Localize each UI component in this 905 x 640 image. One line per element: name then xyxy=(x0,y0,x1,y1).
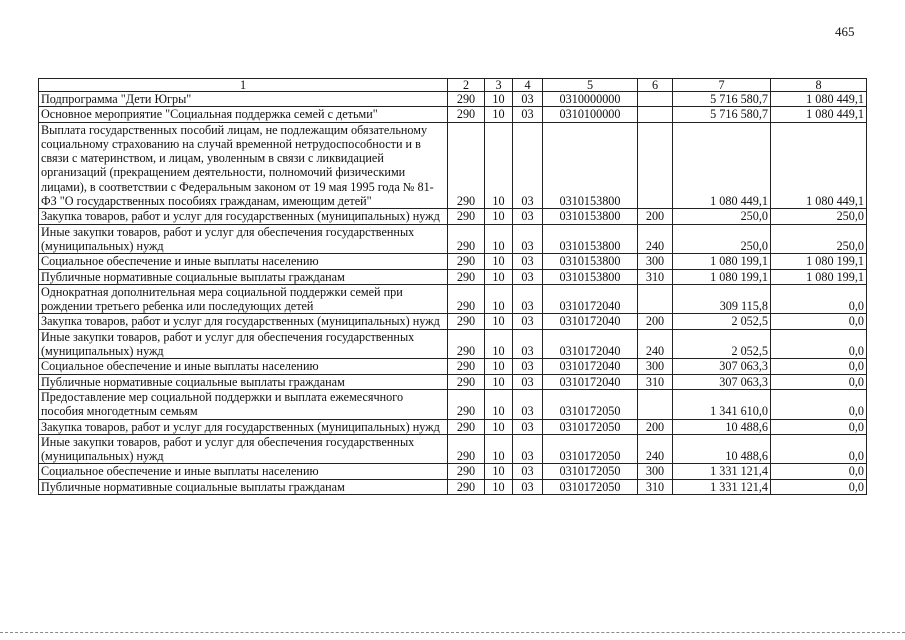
amount-col7-cell: 1 341 610,0 xyxy=(673,389,771,419)
col4-cell: 03 xyxy=(513,92,543,107)
header-cell: 7 xyxy=(673,79,771,92)
row-name-cell: Социальное обеспечение и иные выплаты населению xyxy=(39,464,448,479)
table-row xyxy=(39,419,867,434)
amount-col7-cell: 2 052,5 xyxy=(673,314,771,329)
col2-cell: 290 xyxy=(448,254,485,269)
row-name-cell: Выплата государственных пособий лицам, не подлежащим обязательному социальному страхованию на случай временной нетрудоспособности и в связи с материнством, и лицам, уволенным в связи с ликвидацией организаций (прекращением деятельности, полномочий физическими лицами), в соответствии с Федеральным законом от 19 мая 1995 года № 81-ФЗ "О государственных пособиях гражданам, имеющим детей" xyxy=(39,122,448,209)
expense-type-cell: 300 xyxy=(638,464,673,479)
col3-cell: 10 xyxy=(485,209,513,224)
expense-type-cell: 300 xyxy=(638,359,673,374)
col2-cell: 290 xyxy=(448,479,485,494)
target-article-cell: 0310172050 xyxy=(543,389,638,419)
table-row xyxy=(39,464,867,479)
amount-col8-cell: 1 080 449,1 xyxy=(771,107,867,122)
amount-col7-cell: 1 331 121,4 xyxy=(673,464,771,479)
col4-cell: 03 xyxy=(513,329,543,359)
amount-col8-cell: 1 080 199,1 xyxy=(771,254,867,269)
row-name-cell: Публичные нормативные социальные выплаты гражданам xyxy=(39,269,448,284)
col3-cell: 10 xyxy=(485,479,513,494)
row-name-cell: Публичные нормативные социальные выплаты гражданам xyxy=(39,479,448,494)
col2-cell: 290 xyxy=(448,374,485,389)
col3-cell: 10 xyxy=(485,92,513,107)
table-row xyxy=(39,254,867,269)
amount-col8-cell: 1 080 449,1 xyxy=(771,122,867,209)
amount-col7-cell: 1 331 121,4 xyxy=(673,479,771,494)
table-row xyxy=(39,359,867,374)
amount-col7-cell: 10 488,6 xyxy=(673,434,771,464)
header-cell: 6 xyxy=(638,79,673,92)
amount-col7-cell: 5 716 580,7 xyxy=(673,92,771,107)
target-article-cell: 0310153800 xyxy=(543,209,638,224)
row-name-cell: Подпрограмма "Дети Югры" xyxy=(39,92,448,107)
expense-type-cell: 310 xyxy=(638,374,673,389)
expense-type-cell: 240 xyxy=(638,329,673,359)
col2-cell: 290 xyxy=(448,122,485,209)
table-row xyxy=(39,269,867,284)
amount-col7-cell: 10 488,6 xyxy=(673,419,771,434)
expense-type-cell xyxy=(638,122,673,209)
target-article-cell: 0310172050 xyxy=(543,464,638,479)
table-header-row xyxy=(39,79,867,92)
budget-table xyxy=(38,78,867,495)
target-article-cell: 0310000000 xyxy=(543,92,638,107)
amount-col7-cell: 307 063,3 xyxy=(673,359,771,374)
amount-col8-cell: 1 080 449,1 xyxy=(771,92,867,107)
col3-cell: 10 xyxy=(485,374,513,389)
col4-cell: 03 xyxy=(513,224,543,254)
amount-col8-cell: 0,0 xyxy=(771,479,867,494)
amount-col8-cell: 0,0 xyxy=(771,434,867,464)
col3-cell: 10 xyxy=(485,389,513,419)
amount-col7-cell: 309 115,8 xyxy=(673,284,771,314)
page-number: 465 xyxy=(835,24,855,39)
col2-cell: 290 xyxy=(448,269,485,284)
col4-cell: 03 xyxy=(513,284,543,314)
col4-cell: 03 xyxy=(513,122,543,209)
expense-type-cell: 200 xyxy=(638,209,673,224)
table-row xyxy=(39,107,867,122)
row-name-cell: Основное мероприятие "Социальная поддержка семей с детьми" xyxy=(39,107,448,122)
target-article-cell: 0310172040 xyxy=(543,284,638,314)
col2-cell: 290 xyxy=(448,464,485,479)
table-row xyxy=(39,479,867,494)
expense-type-cell xyxy=(638,92,673,107)
expense-type-cell: 310 xyxy=(638,479,673,494)
target-article-cell: 0310172050 xyxy=(543,434,638,464)
target-article-cell: 0310172040 xyxy=(543,359,638,374)
amount-col8-cell: 0,0 xyxy=(771,314,867,329)
amount-col8-cell: 0,0 xyxy=(771,359,867,374)
table-row xyxy=(39,374,867,389)
header-cell: 8 xyxy=(771,79,867,92)
amount-col7-cell: 1 080 449,1 xyxy=(673,122,771,209)
col2-cell: 290 xyxy=(448,314,485,329)
target-article-cell: 0310172040 xyxy=(543,374,638,389)
target-article-cell: 0310172040 xyxy=(543,314,638,329)
col3-cell: 10 xyxy=(485,122,513,209)
row-name-cell: Иные закупки товаров, работ и услуг для обеспечения государственных (муниципальных) нужд xyxy=(39,434,448,464)
amount-col8-cell: 0,0 xyxy=(771,389,867,419)
amount-col8-cell: 250,0 xyxy=(771,209,867,224)
row-name-cell: Иные закупки товаров, работ и услуг для обеспечения государственных (муниципальных) нужд xyxy=(39,224,448,254)
target-article-cell: 0310153800 xyxy=(543,224,638,254)
table-row xyxy=(39,284,867,314)
col4-cell: 03 xyxy=(513,419,543,434)
col4-cell: 03 xyxy=(513,434,543,464)
col3-cell: 10 xyxy=(485,314,513,329)
col3-cell: 10 xyxy=(485,329,513,359)
header-cell: 1 xyxy=(39,79,448,92)
row-name-cell: Закупка товаров, работ и услуг для государственных (муниципальных) нужд xyxy=(39,314,448,329)
target-article-cell: 0310172040 xyxy=(543,329,638,359)
col4-cell: 03 xyxy=(513,107,543,122)
col4-cell: 03 xyxy=(513,209,543,224)
col3-cell: 10 xyxy=(485,284,513,314)
col4-cell: 03 xyxy=(513,464,543,479)
expense-type-cell xyxy=(638,284,673,314)
col2-cell: 290 xyxy=(448,284,485,314)
amount-col7-cell: 250,0 xyxy=(673,224,771,254)
expense-type-cell: 240 xyxy=(638,224,673,254)
col4-cell: 03 xyxy=(513,374,543,389)
col3-cell: 10 xyxy=(485,224,513,254)
header-cell: 4 xyxy=(513,79,543,92)
table-row xyxy=(39,314,867,329)
col2-cell: 290 xyxy=(448,419,485,434)
col2-cell: 290 xyxy=(448,209,485,224)
table-row xyxy=(39,329,867,359)
scan-edge-divider xyxy=(0,632,905,633)
table-row xyxy=(39,389,867,419)
amount-col8-cell: 250,0 xyxy=(771,224,867,254)
table-row xyxy=(39,209,867,224)
col2-cell: 290 xyxy=(448,92,485,107)
table-body xyxy=(39,92,867,495)
expense-type-cell xyxy=(638,107,673,122)
target-article-cell: 0310172050 xyxy=(543,419,638,434)
col2-cell: 290 xyxy=(448,359,485,374)
amount-col8-cell: 1 080 199,1 xyxy=(771,269,867,284)
col2-cell: 290 xyxy=(448,389,485,419)
row-name-cell: Иные закупки товаров, работ и услуг для обеспечения государственных (муниципальных) нужд xyxy=(39,329,448,359)
amount-col7-cell: 250,0 xyxy=(673,209,771,224)
col3-cell: 10 xyxy=(485,269,513,284)
col3-cell: 10 xyxy=(485,359,513,374)
col3-cell: 10 xyxy=(485,107,513,122)
amount-col7-cell: 1 080 199,1 xyxy=(673,269,771,284)
table-row xyxy=(39,434,867,464)
row-name-cell: Однократная дополнительная мера социальной поддержки семей при рождении третьего ребенка или последующих детей xyxy=(39,284,448,314)
target-article-cell: 0310153800 xyxy=(543,269,638,284)
amount-col7-cell: 1 080 199,1 xyxy=(673,254,771,269)
target-article-cell: 0310153800 xyxy=(543,122,638,209)
col4-cell: 03 xyxy=(513,269,543,284)
expense-type-cell xyxy=(638,389,673,419)
expense-type-cell: 300 xyxy=(638,254,673,269)
row-name-cell: Социальное обеспечение и иные выплаты населению xyxy=(39,254,448,269)
col3-cell: 10 xyxy=(485,434,513,464)
col2-cell: 290 xyxy=(448,107,485,122)
table-row xyxy=(39,224,867,254)
expense-type-cell: 200 xyxy=(638,314,673,329)
row-name-cell: Закупка товаров, работ и услуг для государственных (муниципальных) нужд xyxy=(39,209,448,224)
amount-col8-cell: 0,0 xyxy=(771,284,867,314)
col3-cell: 10 xyxy=(485,464,513,479)
col2-cell: 290 xyxy=(448,224,485,254)
header-cell: 3 xyxy=(485,79,513,92)
amount-col8-cell: 0,0 xyxy=(771,419,867,434)
amount-col7-cell: 307 063,3 xyxy=(673,374,771,389)
col2-cell: 290 xyxy=(448,434,485,464)
header-cell: 2 xyxy=(448,79,485,92)
row-name-cell: Публичные нормативные социальные выплаты гражданам xyxy=(39,374,448,389)
row-name-cell: Предоставление мер социальной поддержки и выплата ежемесячного пособия многодетным семьям xyxy=(39,389,448,419)
target-article-cell: 0310100000 xyxy=(543,107,638,122)
col4-cell: 03 xyxy=(513,479,543,494)
table-row xyxy=(39,122,867,209)
col3-cell: 10 xyxy=(485,254,513,269)
table-row xyxy=(39,92,867,107)
amount-col7-cell: 5 716 580,7 xyxy=(673,107,771,122)
col2-cell: 290 xyxy=(448,329,485,359)
row-name-cell: Закупка товаров, работ и услуг для государственных (муниципальных) нужд xyxy=(39,419,448,434)
target-article-cell: 0310172050 xyxy=(543,479,638,494)
expense-type-cell: 240 xyxy=(638,434,673,464)
col4-cell: 03 xyxy=(513,314,543,329)
amount-col7-cell: 2 052,5 xyxy=(673,329,771,359)
expense-type-cell: 310 xyxy=(638,269,673,284)
amount-col8-cell: 0,0 xyxy=(771,464,867,479)
header-cell: 5 xyxy=(543,79,638,92)
col4-cell: 03 xyxy=(513,389,543,419)
row-name-cell: Социальное обеспечение и иные выплаты населению xyxy=(39,359,448,374)
col3-cell: 10 xyxy=(485,419,513,434)
amount-col8-cell: 0,0 xyxy=(771,329,867,359)
amount-col8-cell: 0,0 xyxy=(771,374,867,389)
col4-cell: 03 xyxy=(513,359,543,374)
expense-type-cell: 200 xyxy=(638,419,673,434)
target-article-cell: 0310153800 xyxy=(543,254,638,269)
col4-cell: 03 xyxy=(513,254,543,269)
